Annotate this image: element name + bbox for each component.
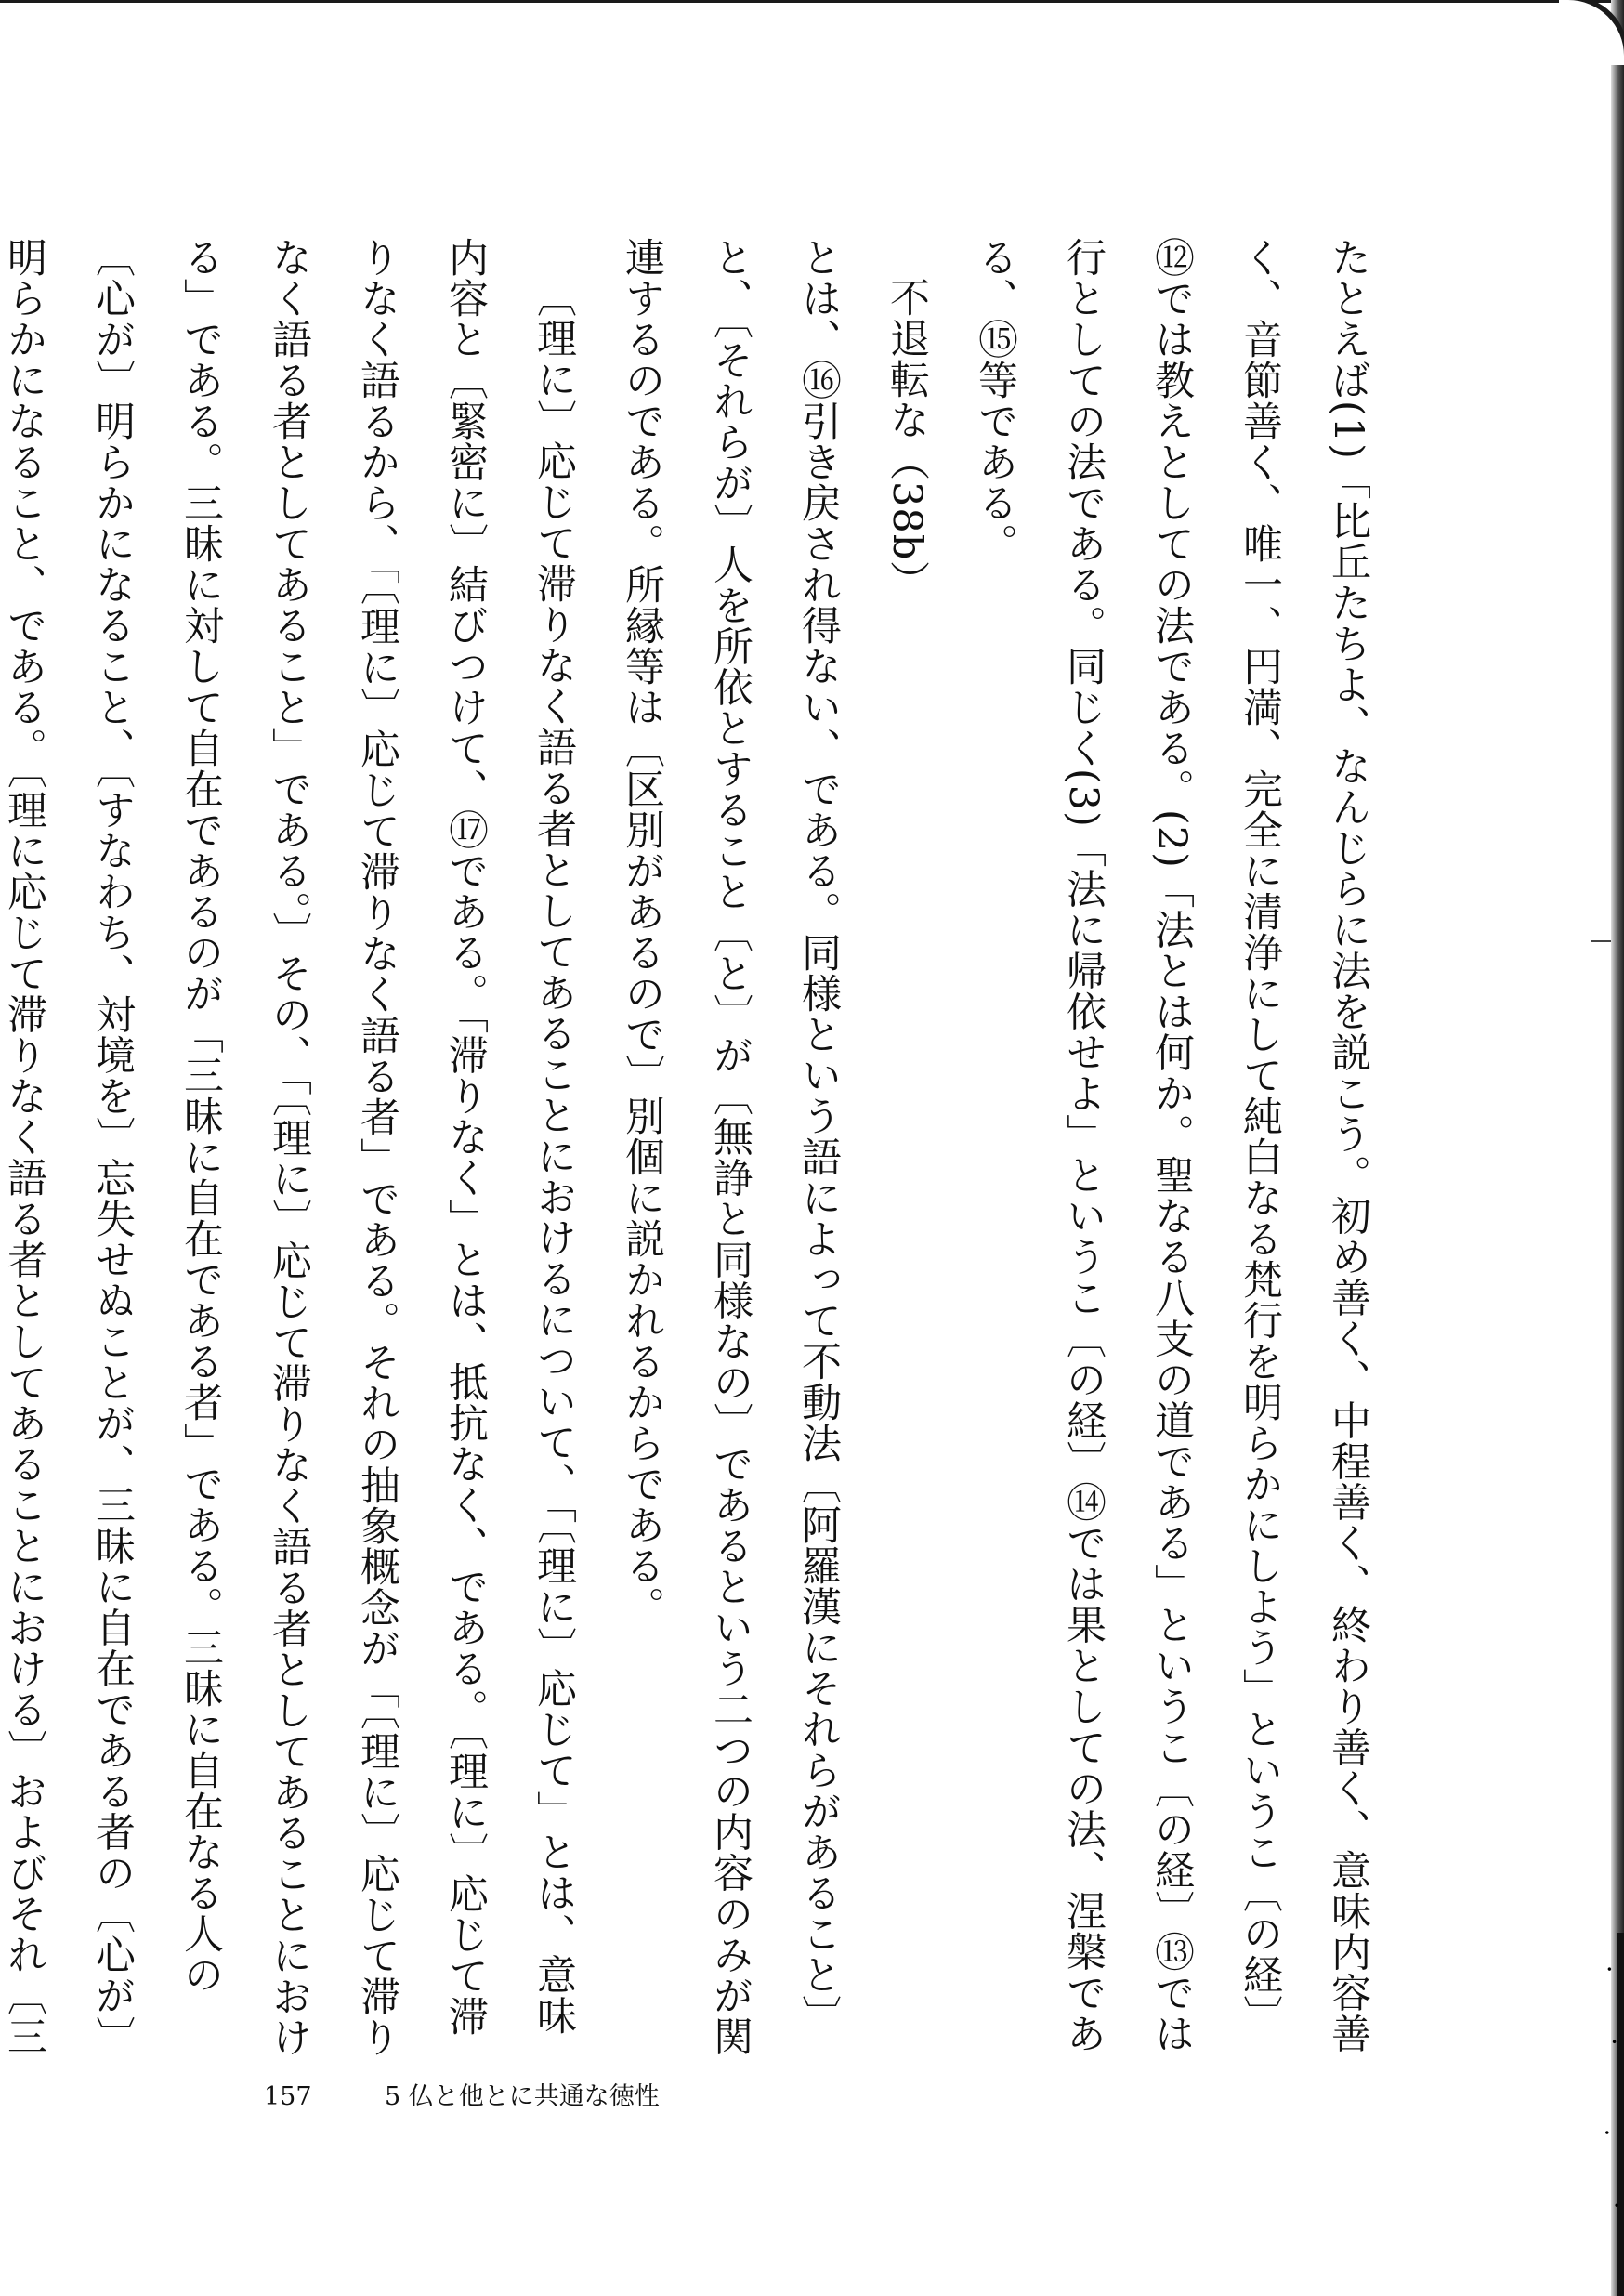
paragraph-1: たとえば(1)「比丘たちよ、なんじらに法を説こう。初め善く、中程善く、終わり善く、意味内容善く、音節善く、唯一、円満、完全に清浄にして純白なる梵行を明らかにしよう」というこ〔の経〕⑫では教えとしての法である。(2)「法とは何か。聖なる八支の道である」というこ〔の経〕⑬では行としての法である。同じく(3)「法に帰依せよ」というこ〔の経〕⑭では果としての法、涅槃である、⑮等である。: [972, 237, 1371, 2054]
page-number: 157: [264, 2082, 312, 2111]
paragraph-3: 〔理に〕応じて滞りなく語る者としてあることにおけるについて、「〔理に〕応じて」とは、意味内容と〔緊密に〕結びつけて、⑰である。「滞りなく」とは、抵抗なく、である。〔理に〕応じて滞りなく語るから、「〔理に〕応じて滞りなく語る者」である。それの抽象概念が「〔理に〕応じて滞りなく語る者としてあること」である。〕その、「〔理に〕応じて滞りなく語る者としてあることにおける」である。三昧に対して自在であるのが「三昧に自在である者」である。三昧に自在なる人の〔心が〕明らかになること、〔すなわち、対境を〕忘失せぬことが、三昧に自在である者の〔心が〕明らかになること、である。〔理に応じて滞りなく語る者としてあることにおける〕およびそれ〔三: [1, 237, 577, 2058]
paragraph-2: とは、⑯引き戻され得ない、である。同様という語によって不動法〔阿羅漢にそれらがあること〕と、〔それらが〕人を所依とすること〔と〕が〔無諍と同様なの〕であるという二つの内容のみが関連するのである。所縁等は〔区別があるので〕別個に説かれるからである。: [619, 237, 842, 2057]
heading-term: 不退転な（38b）: [884, 277, 930, 602]
chapter-title: 5 仏と他とに共通な徳性: [385, 2082, 660, 2111]
vertical-body-text: [1, 237, 1392, 2063]
margin-mark: [1591, 940, 1611, 942]
running-footer: [264, 2076, 660, 2112]
scan-noise: [1600, 1933, 1624, 2296]
scan-top-edge: [0, 0, 1624, 3]
